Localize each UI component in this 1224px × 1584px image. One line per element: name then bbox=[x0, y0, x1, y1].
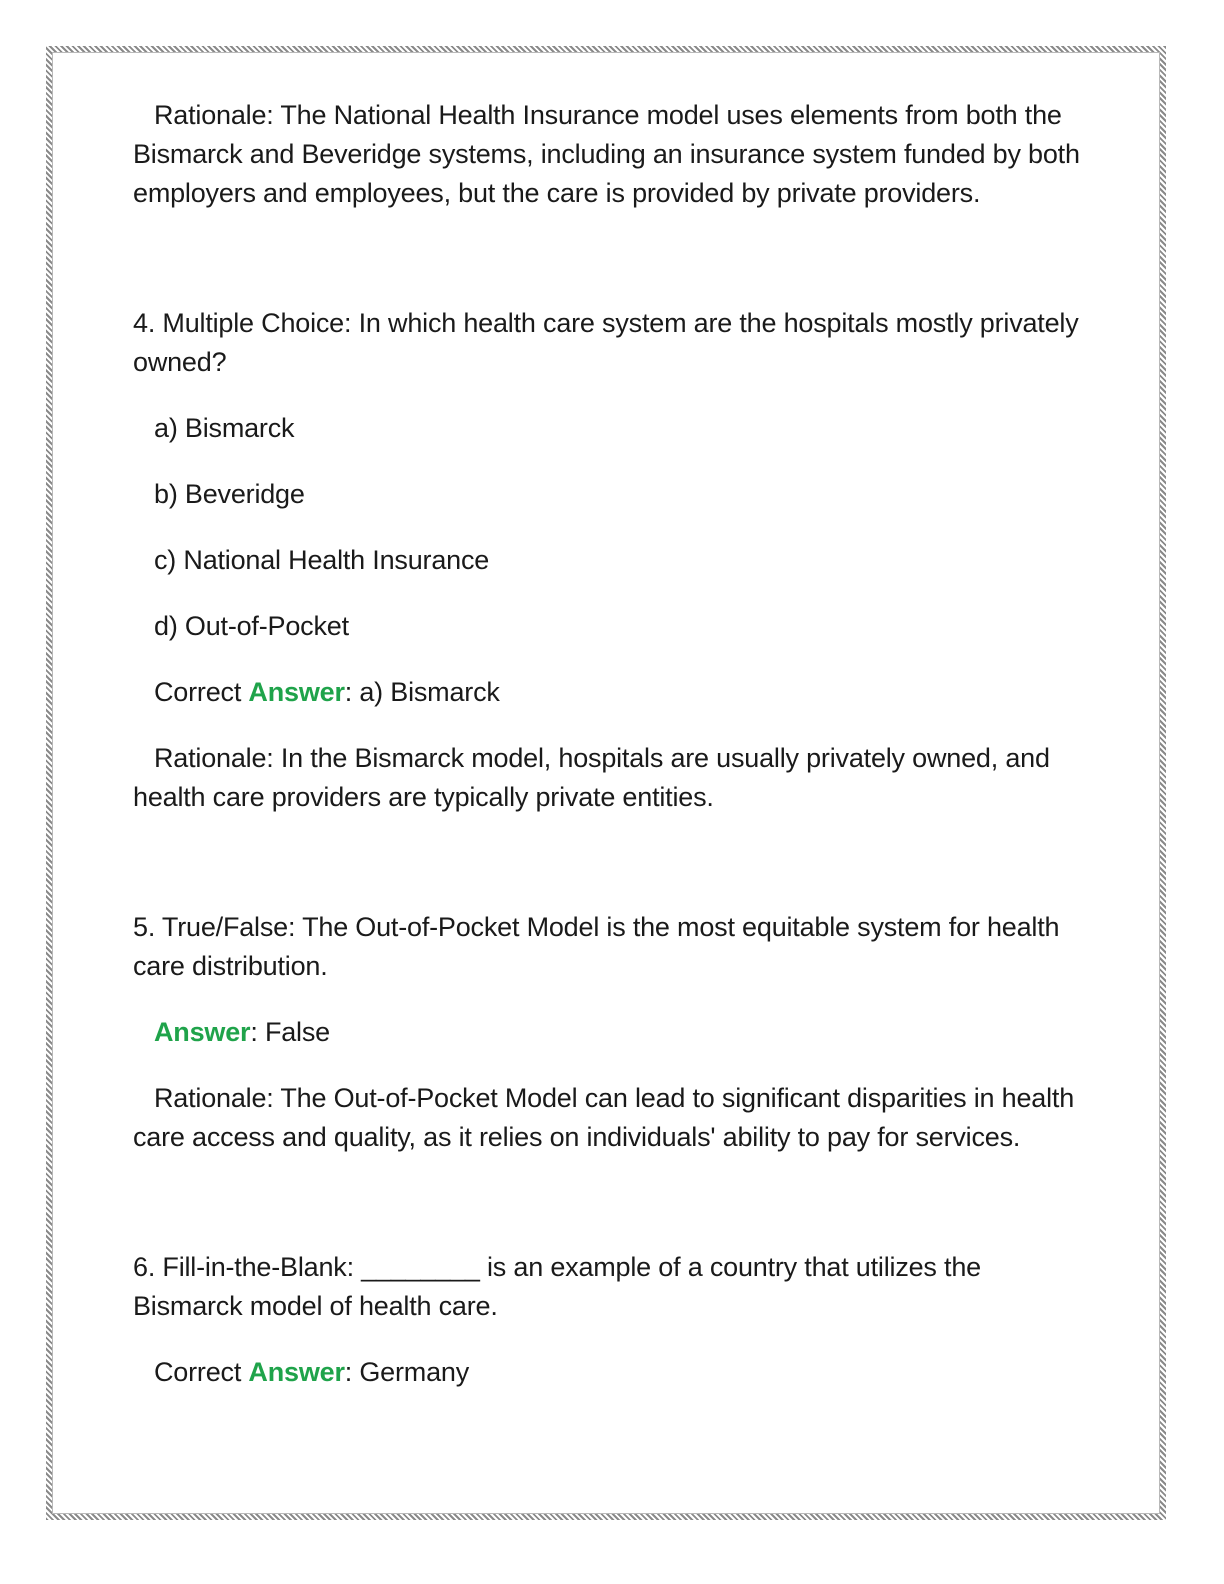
document-body bbox=[133, 96, 1093, 1392]
q4-correct-answer bbox=[133, 673, 1093, 712]
q4-answer-value: : a) Bismarck bbox=[344, 677, 500, 707]
q4-question: 4. Multiple Choice: In which health care system are the hospitals mostly privately owned? bbox=[133, 308, 1079, 377]
q6-answer-prefix: Correct bbox=[154, 1357, 249, 1387]
q4-answer-label: Answer bbox=[248, 677, 345, 707]
q5-rationale: Rationale: The Out-of-Pocket Model can lead to significant disparities in health care access and quality, as it relies on individuals' ability to pay for services. bbox=[133, 1083, 1075, 1152]
q3-rationale: Rationale: The National Health Insurance model uses elements from both the Bismarck and Beveridge systems, including an insurance system funded by both employers and employees, but the care is provided by private providers. bbox=[133, 100, 1080, 208]
q4-rationale: Rationale: In the Bismarck model, hospitals are usually privately owned, and health care providers are typically private entities. bbox=[133, 743, 1050, 812]
q5-answer bbox=[133, 1013, 1093, 1052]
q4-option-d: d) Out-of-Pocket bbox=[154, 611, 349, 641]
q4-answer-prefix: Correct bbox=[154, 677, 249, 707]
q6-correct-answer bbox=[133, 1353, 1093, 1392]
q5-answer-label: Answer bbox=[154, 1017, 251, 1047]
q4-option-a: a) Bismarck bbox=[154, 413, 295, 443]
q6-question: 6. Fill-in-the-Blank: ________ is an example of a country that utilizes the Bismarck model of health care. bbox=[133, 1252, 981, 1321]
q4-option-b: b) Beveridge bbox=[154, 479, 305, 509]
q6-answer-value: : Germany bbox=[344, 1357, 470, 1387]
q5-question: 5. True/False: The Out-of-Pocket Model is the most equitable system for health care distribution. bbox=[133, 912, 1060, 981]
q6-answer-label: Answer bbox=[248, 1357, 345, 1387]
q4-option-c: c) National Health Insurance bbox=[154, 545, 490, 575]
q5-answer-value: : False bbox=[250, 1017, 330, 1047]
